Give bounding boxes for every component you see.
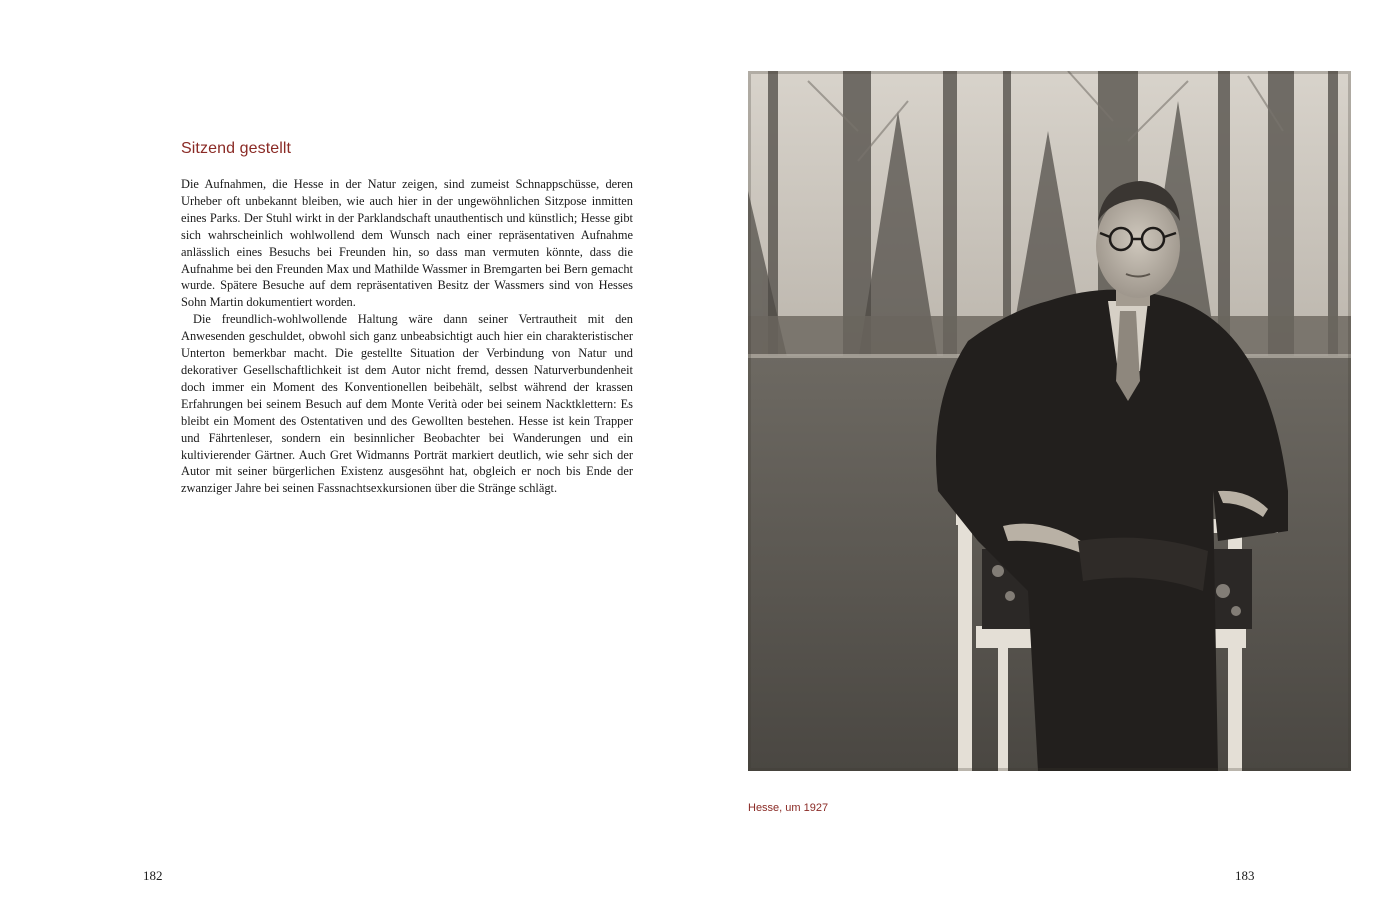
photo-caption: Hesse, um 1927 <box>748 802 829 814</box>
page-number-left: 182 <box>143 868 163 883</box>
portrait-photo <box>748 71 1351 771</box>
body-text <box>181 176 633 497</box>
page-number-right: 183 <box>1235 868 1255 883</box>
paragraph-1: Die Aufnahmen, die Hesse in der Natur zeigen, sind zumeist Schnappschüsse, deren Urheber oft unbekannt bleiben, wie auch hier in der ungewöhnlichen Sitzpose inmitten eines Parks. Der Stuhl wirkt in der Parklandschaft unauthentisch und künstlich; Hesse gibt sich wahrscheinlich wohlwollend dem Wunsch nach einer repräsentativen Aufnahme anlässlich eines Besuchs bei Freunden hin, so dass man vermuten könnte, dass die Aufnahme bei den Freunden Max und Mathilde Wassmer in Bremgarten bei Bern gemacht wurde. Spätere Besuche auf dem repräsentativen Besitz der Wassmers sind von Hesses Sohn Martin dokumentiert worden. <box>181 177 633 310</box>
paragraph-2: Die freundlich-wohlwollende Haltung wäre dann seiner Vertrautheit mit den Anwesenden geschuldet, obwohl sich ganz unbeabsichtigt auch hier ein charakteristischer Unterton bemerkbar macht. Die gestellte Situation der Verbindung von Natur und dekorativer Gesellschaftlichkeit ist dem Autor nicht fremd, dessen Naturverbundenheit doch immer ein Moment des Konventionellen beibehält, selbst während der krassen Erfahrungen bei seinem Besuch auf dem Monte Verità oder bei seinem Nacktklettern: Es bleibt ein Moment des Ostentativen und des Gewollten bestehen. Hesse ist kein Trapper und Fährtenleser, sondern ein besinnlicher Beobachter bei Wanderungen und ein kultivierender Gärtner. Auch Gret Widmanns Porträt markiert deutlich, wie sehr sich der Autor mit seiner bürgerlichen Existenz ausgesöhnt hat, obgleich er noch bis Ende der zwanziger Jahre bei seinen Fassnachtsexkursionen über die Stränge schlägt. <box>181 312 633 496</box>
section-heading: Sitzend gestellt <box>181 140 292 157</box>
